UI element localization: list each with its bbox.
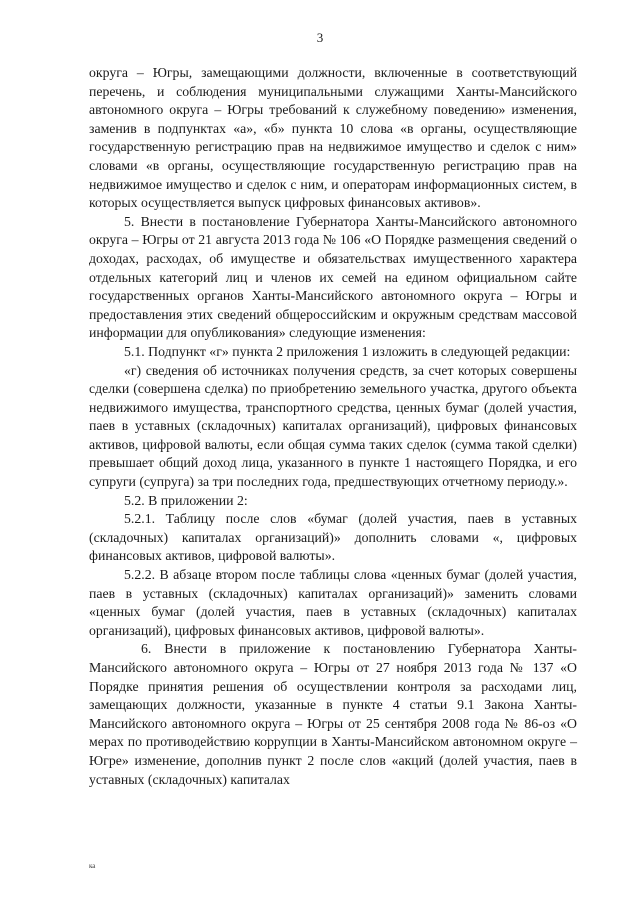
- paragraph-quote-g: «г) сведения об источниках получения средств, за счет которых совершены сделки (совершена сделка) по приобретению земельного участка, другого объекта недвижимого имущества, транспортного средства, ценных бумаг (долей участия, паев в уставных (складочных) капиталах организаций), цифровых финансовых активов, цифровой валюты, если общая сумма таких сделок (сумма такой сделки) превышает общий доход лица, указанного в пункте 1 настоящего Порядка, и его супруги (супруга) за три последних года, предшествующих отчетному периоду.».: [89, 362, 577, 490]
- paragraph-item-5-2-2: 5.2.2. В абзаце втором после таблицы слова «ценных бумаг (долей участия, паев в уставных (складочных) капиталах организаций)» заменить словами «ценных бумаг (долей участия, паев в уставных (складочных) капиталах организаций), цифровых финансовых активов, цифровой валюты».: [89, 567, 577, 638]
- paragraph-item-6: 6. Внести в приложение к постановлению Губернатора Ханты-Мансийского автономного округа – Югры от 27 ноября 2013 года № 137 «О Порядке принятия решения об осуществлении контроля за расходами лиц, замещающих должности, указанные в пункте 4 статьи 9.1 Закона Ханты-Мансийского автономного округа – Югры от 25 сентября 2008 года № 86-оз «О мерах по противодействию коррупции в Ханты-Мансийском автономном округе – Югре» изменение, дополнив пункт 2 после слов «акций (долей участия, паев в уставных (складочных) капиталах: [89, 641, 577, 787]
- paragraph-item-5-2-1: 5.2.1. Таблицу после слов «бумаг (долей участия, паев в уставных (складочных) капиталах организаций)» дополнить словами «, цифровых финансовых активов, цифровой валюты».: [89, 511, 577, 564]
- paragraph-item-5: 5. Внести в постановление Губернатора Ханты-Мансийского автономного округа – Югры от 21 августа 2013 года № 106 «О Порядке размещения сведений о доходах, расходах, об имуществе и обязательствах имущественного характера отдельных категорий лиц и членов их семей на едином официальном сайте государственных органов Ханты-Мансийского автономного округа – Югры и предоставления этих сведений общероссийским и окружным средствам массовой информации для опубликования» следующие изменения:: [89, 213, 577, 341]
- paragraph-item-5-1: 5.1. Подпункт «г» пункта 2 приложения 1 изложить в следующей редакции:: [124, 343, 571, 359]
- paragraph-item-5-2: 5.2. В приложении 2:: [124, 492, 248, 508]
- footer-mark: ка: [89, 862, 96, 870]
- document-body: [89, 64, 577, 789]
- paragraph-continuation: округа – Югры, замещающими должности, включенные в соответствующий перечень, и соблюдения муниципальными служащими Ханты-Мансийского автономного округа – Югры требований к служебному поведению» изменения, заменив в подпунктах «а», «б» пункта 10 слова «в органы, осуществляющие государственную регистрацию прав на недвижимое имущество и сделок с ним» словами «в органы, осуществляющие государственную регистрацию прав на недвижимое имущество и сделок с ним, и операторам информационных систем, в которых осуществляется выпуск цифровых финансовых активов».: [89, 65, 577, 211]
- page-number: 3: [316, 30, 324, 45]
